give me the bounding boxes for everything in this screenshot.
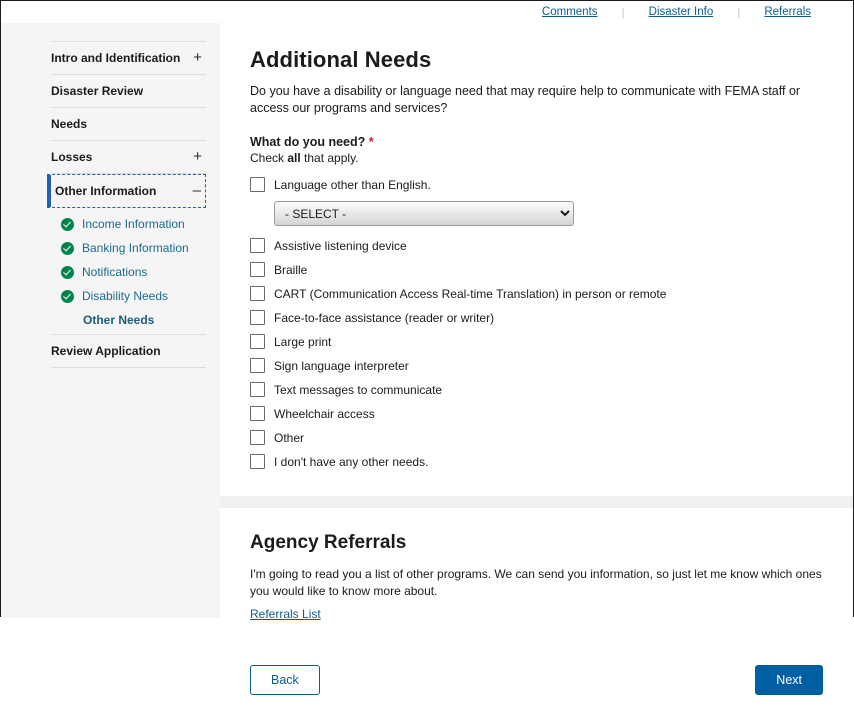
checkbox-label: Large print xyxy=(274,334,332,349)
checkbox-row-no-other-needs[interactable] xyxy=(250,454,823,469)
additional-needs-card xyxy=(220,23,853,496)
sidebar-item-needs[interactable] xyxy=(51,108,206,141)
page-body xyxy=(1,23,853,687)
checkbox-large-print[interactable] xyxy=(250,334,265,349)
sidebar-subitem-label: Income Information xyxy=(82,217,185,231)
sidebar-item-label: Losses xyxy=(51,150,93,164)
sidebar-item-label: Disaster Review xyxy=(51,84,144,98)
check-circle-icon xyxy=(61,290,74,303)
main-content xyxy=(220,23,853,687)
sidebar-subitem-label: Notifications xyxy=(82,265,148,279)
checkbox-row-other[interactable] xyxy=(250,430,823,445)
checkbox-row-assistive-listening-device[interactable] xyxy=(250,238,823,253)
checkbox-no-other-needs[interactable] xyxy=(250,454,265,469)
checkbox-cart[interactable] xyxy=(250,286,265,301)
required-asterisk: * xyxy=(368,135,374,149)
language-select[interactable] xyxy=(274,201,574,226)
page-title: Additional Needs xyxy=(250,47,432,72)
checkbox-label: I don't have any other needs. xyxy=(274,454,429,469)
checkbox-label: Assistive listening device xyxy=(274,238,407,253)
top-navigation xyxy=(1,1,853,23)
checkbox-label: Face-to-face assistance (reader or writer) xyxy=(274,310,495,325)
sidebar-item-label: Review Application xyxy=(51,344,161,358)
agency-referrals-body: I'm going to read you a list of other programs. We can send you information, so just let me know which ones you would like to know more about. xyxy=(250,567,822,598)
nav-divider-1: | xyxy=(621,5,625,19)
sidebar-item-label: Needs xyxy=(51,117,88,131)
hint-emphasis: all xyxy=(287,151,301,165)
plus-icon[interactable]: + xyxy=(193,148,202,165)
question-hint xyxy=(250,151,823,165)
minus-icon[interactable]: – xyxy=(192,182,201,199)
sidebar-item-losses[interactable] xyxy=(51,141,206,174)
checkbox-row-sign-language-interpreter[interactable] xyxy=(250,358,823,373)
form-button-bar xyxy=(220,651,853,709)
checkbox-text-messages-to-communicate[interactable] xyxy=(250,382,265,397)
checkbox-row-cart[interactable] xyxy=(250,286,823,301)
sidebar-subsection-other-information xyxy=(51,208,206,335)
checkbox-label: CART (Communication Access Real-time Translation) in person or remote xyxy=(274,286,667,301)
sidebar-item-other-information[interactable] xyxy=(47,174,206,208)
sidebar-item-banking-information[interactable] xyxy=(51,236,206,260)
sidebar-item-label: Intro and Identification xyxy=(51,51,181,65)
check-circle-icon xyxy=(61,242,74,255)
sidebar-item-label: Other Information xyxy=(55,184,157,198)
checkbox-row-language[interactable] xyxy=(250,177,823,192)
checkbox-label: Braille xyxy=(274,262,308,277)
checkbox-label: Sign language interpreter xyxy=(274,358,409,373)
question-text: What do you need? xyxy=(250,135,366,149)
sidebar-item-disaster-review[interactable] xyxy=(51,75,206,108)
plus-icon[interactable]: + xyxy=(193,49,202,66)
checkbox-label: Text messages to communicate xyxy=(274,382,443,397)
next-button[interactable]: Next xyxy=(755,665,823,695)
sidebar-item-review-application[interactable] xyxy=(51,335,206,368)
hint-suffix: that apply. xyxy=(300,151,359,165)
checkbox-face-to-face-assistance[interactable] xyxy=(250,310,265,325)
agency-referrals-title: Agency Referrals xyxy=(250,532,407,553)
checkbox-row-braille[interactable] xyxy=(250,262,823,277)
agency-referrals-card xyxy=(220,508,853,639)
back-button[interactable]: Back xyxy=(250,665,320,695)
checkbox-other[interactable] xyxy=(250,430,265,445)
nav-link-referrals[interactable]: Referrals xyxy=(764,6,811,18)
checkbox-wheelchair-access[interactable] xyxy=(250,406,265,421)
sidebar-item-notifications[interactable] xyxy=(51,260,206,284)
sidebar-subitem-label: Disability Needs xyxy=(82,289,169,303)
sidebar-subitem-label: Banking Information xyxy=(82,241,189,255)
checkbox-row-wheelchair-access[interactable] xyxy=(250,406,823,421)
checkbox-label: Language other than English. xyxy=(274,177,431,192)
referrals-list-link[interactable]: Referrals List xyxy=(250,607,321,621)
checkbox-row-text-messages[interactable] xyxy=(250,382,823,397)
page-description: Do you have a disability or language need that may require help to communicate with FEMA staff or access our programs and services? xyxy=(250,84,801,115)
question-label xyxy=(250,135,823,149)
checkbox-braille[interactable] xyxy=(250,262,265,277)
checkbox-row-large-print[interactable] xyxy=(250,334,823,349)
checkbox-assistive-listening-device[interactable] xyxy=(250,238,265,253)
sidebar-item-other-needs[interactable] xyxy=(51,308,206,332)
nav-link-comments[interactable]: Comments xyxy=(541,6,598,18)
sidebar-item-disability-needs[interactable] xyxy=(51,284,206,308)
sidebar-navigation xyxy=(1,23,220,618)
sidebar-item-intro-and-identification[interactable] xyxy=(51,41,206,75)
sidebar-item-income-information[interactable] xyxy=(51,212,206,236)
checkbox-row-face-to-face-assistance[interactable] xyxy=(250,310,823,325)
checkbox-sign-language-interpreter[interactable] xyxy=(250,358,265,373)
nav-divider-2: | xyxy=(737,5,741,19)
sidebar-subitem-label: Other Needs xyxy=(83,313,155,327)
language-select-wrapper xyxy=(274,201,823,226)
checkbox-language-other-than-english[interactable] xyxy=(250,177,265,192)
nav-link-disaster-info[interactable]: Disaster Info xyxy=(648,6,714,18)
checkbox-label: Other xyxy=(274,430,305,445)
check-circle-icon xyxy=(61,218,74,231)
check-circle-icon xyxy=(61,266,74,279)
hint-prefix: Check xyxy=(250,151,288,165)
checkbox-label: Wheelchair access xyxy=(274,406,375,421)
